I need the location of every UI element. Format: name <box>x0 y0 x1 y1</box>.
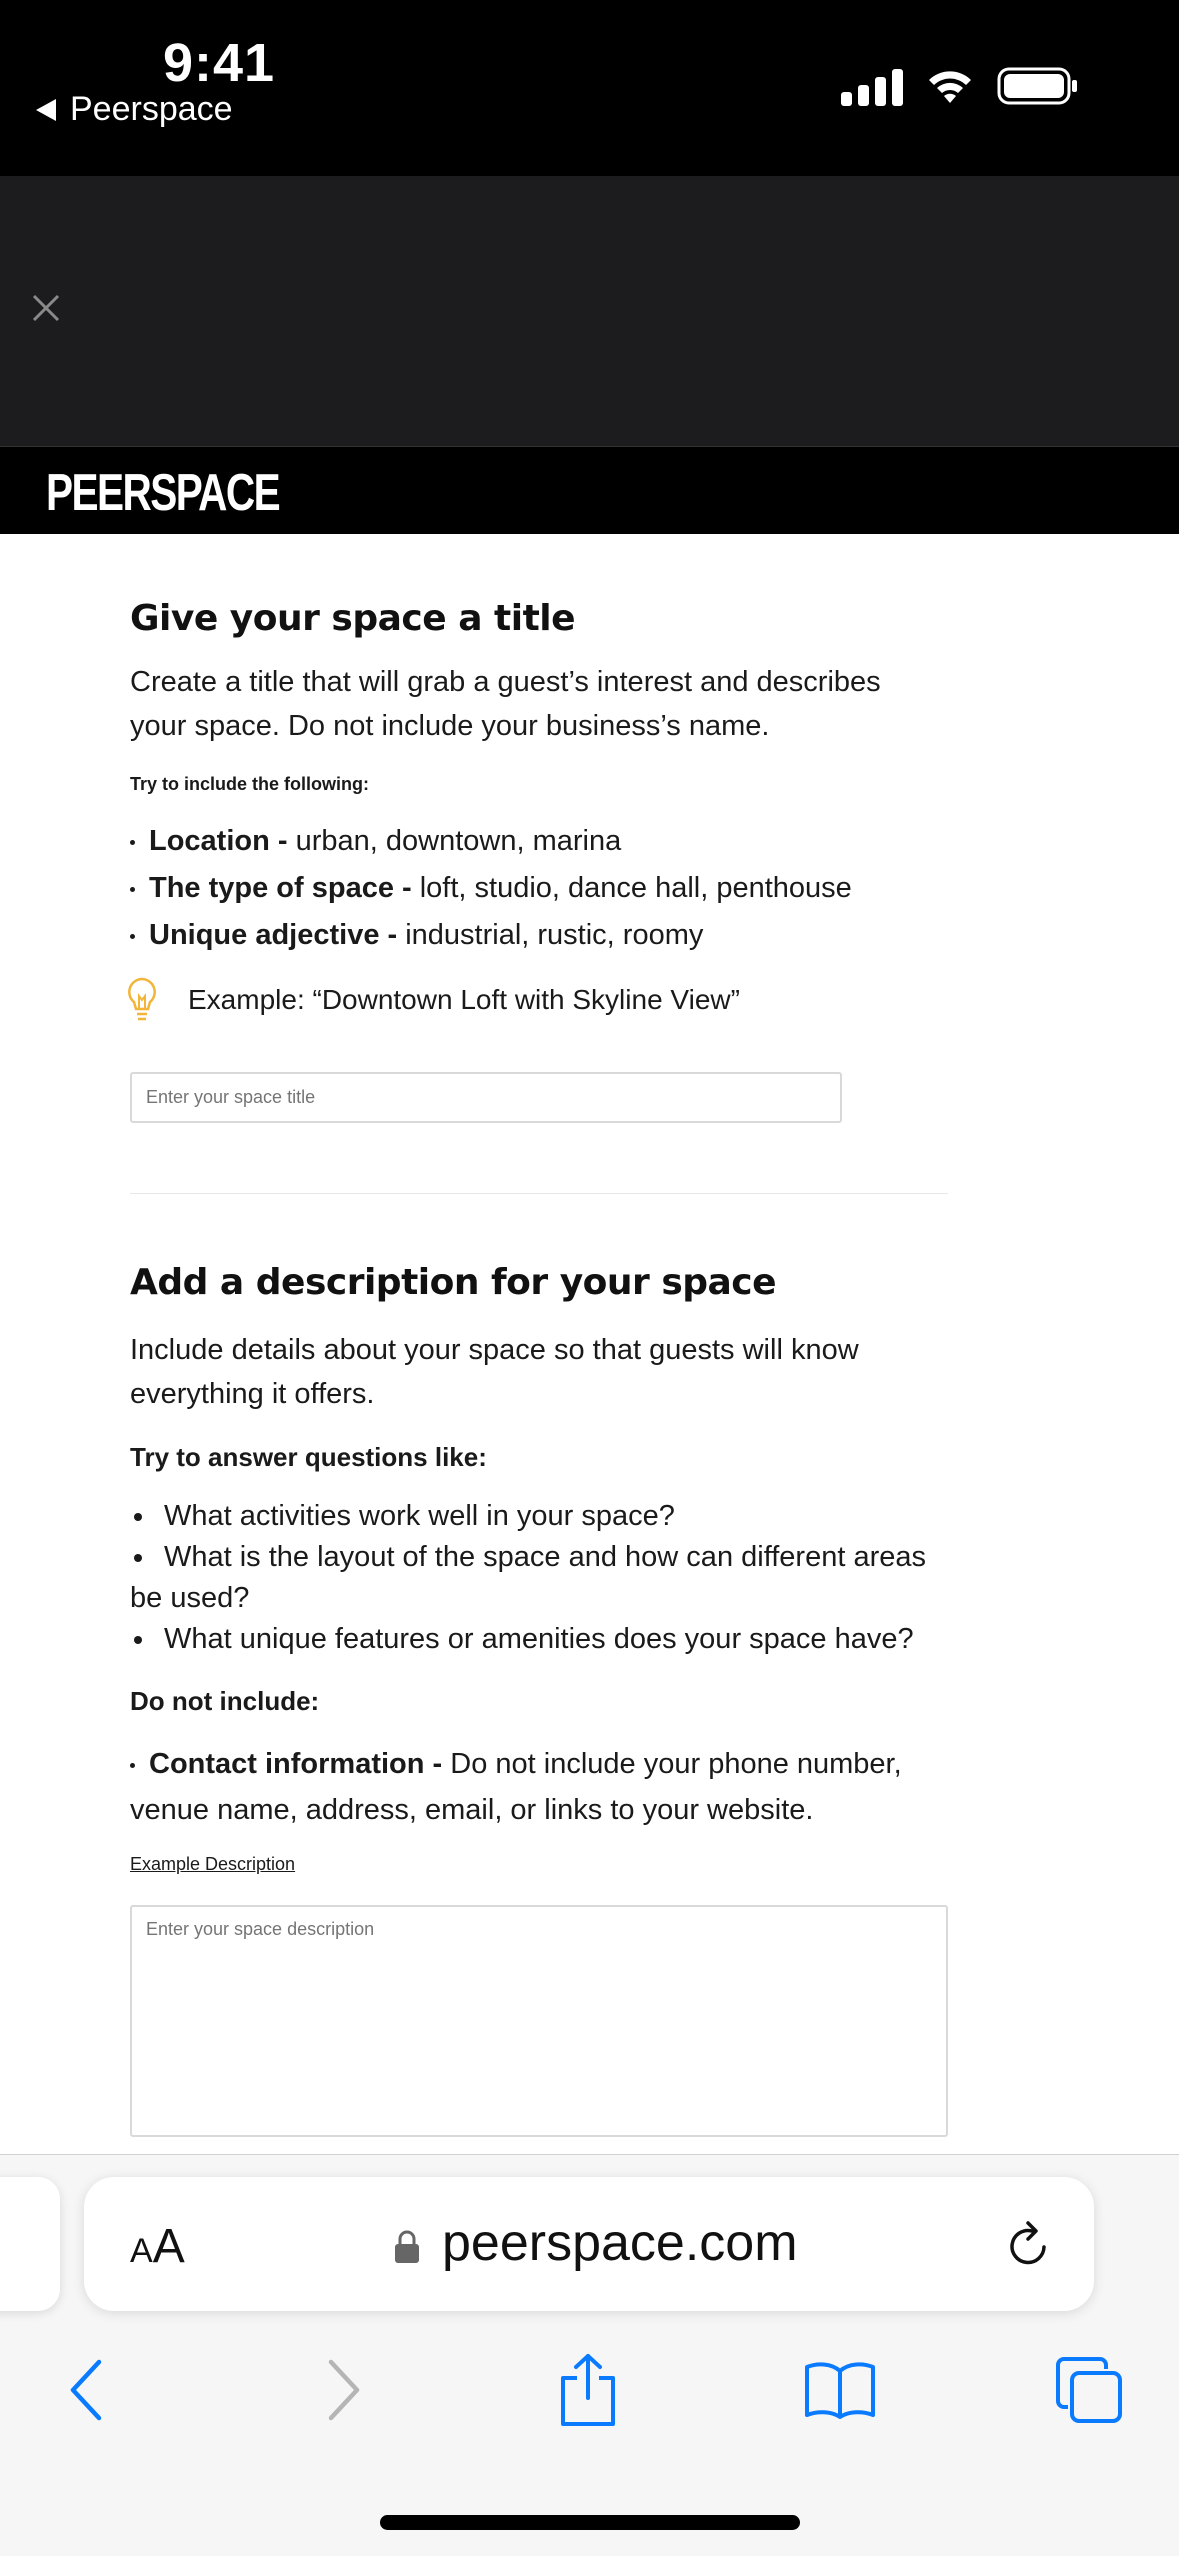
status-time: 9:41 <box>163 33 276 93</box>
title-bullet-list <box>130 818 852 959</box>
questions-list <box>130 1496 950 1660</box>
tabs-button[interactable] <box>1044 2345 1134 2435</box>
chevron-left-icon <box>67 2358 107 2422</box>
tabs-icon <box>1054 2355 1124 2425</box>
description-try-label: Try to answer questions like: <box>130 1442 487 1472</box>
chevron-right-icon <box>323 2358 363 2422</box>
description-section-heading: Add a description for your space <box>130 1262 777 1303</box>
do-not-include-label: Do not include: <box>130 1686 320 1716</box>
list-item: Unique adjective - industrial, rustic, roomy <box>130 912 852 959</box>
section-divider <box>130 1193 948 1194</box>
browser-toolbar <box>0 2345 1179 2465</box>
browser-bottom-bar <box>0 2154 1179 2556</box>
back-app-label: Peerspace <box>70 90 233 128</box>
space-description-textarea[interactable] <box>130 1905 948 2137</box>
list-item: The type of space - loft, studio, dance hall, penthouse <box>130 865 852 912</box>
list-item: Location - urban, downtown, marina <box>130 818 852 865</box>
peerspace-logo[interactable]: PEERSPACE <box>46 464 280 522</box>
list-item: What unique features or amenities does your space have? <box>130 1619 950 1660</box>
cellular-signal-icon <box>841 66 903 106</box>
back-button[interactable] <box>42 2345 132 2435</box>
forward-button[interactable] <box>298 2345 388 2435</box>
share-button[interactable] <box>543 2345 633 2435</box>
close-icon[interactable] <box>26 288 66 328</box>
previous-tab-peek[interactable] <box>0 2177 60 2311</box>
url-text[interactable]: peerspace.com <box>442 2214 798 2272</box>
address-bar[interactable] <box>84 2177 1094 2311</box>
brand-bar <box>0 446 1179 534</box>
back-to-app-link[interactable] <box>36 90 233 129</box>
example-text: Example: “Downtown Loft with Skyline View” <box>188 984 740 1015</box>
share-icon <box>557 2352 619 2428</box>
list-item: What activities work well in your space? <box>130 1496 950 1537</box>
title-section-description: Create a title that will grab a guest’s interest and describes your space. Do not include your business’s name. <box>130 666 881 742</box>
home-indicator[interactable] <box>380 2515 800 2530</box>
status-icons <box>841 66 1079 106</box>
book-icon <box>803 2359 877 2421</box>
back-triangle-icon <box>36 99 56 121</box>
wifi-icon <box>925 67 975 105</box>
example-description-link[interactable]: Example Description <box>130 1854 296 1874</box>
description-section-description: Include details about your space so that guests will know everything it offers. <box>130 1334 859 1410</box>
title-section-heading: Give your space a title <box>130 598 576 639</box>
modal-header <box>0 176 1179 446</box>
battery-icon <box>997 66 1079 106</box>
bookmarks-button[interactable] <box>795 2345 885 2435</box>
title-try-label: Try to include the following: <box>130 774 369 794</box>
lock-icon <box>392 2229 422 2265</box>
reader-settings-button[interactable]: AA <box>130 2220 185 2273</box>
space-title-input[interactable] <box>130 1072 842 1123</box>
contact-info-note: Contact information - Do not include your phone number, venue name, address, email, or links to your website. <box>130 1748 902 1826</box>
reload-icon[interactable] <box>1004 2219 1054 2271</box>
status-bar <box>0 0 1179 176</box>
lightbulb-icon <box>126 976 158 1024</box>
title-example <box>126 976 740 1024</box>
list-item: What is the layout of the space and how can different areas be used? <box>130 1541 926 1614</box>
